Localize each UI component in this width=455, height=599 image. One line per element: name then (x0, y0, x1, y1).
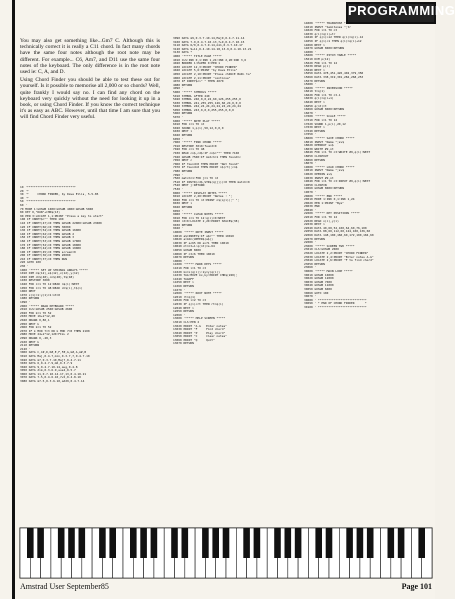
listing-line: 30050 GOSUB 6000 (304, 286, 332, 291)
listing-line: 6000 '***** NOTE PLAY ***** (173, 118, 220, 123)
listing-line: 190 IF INKEY(45)=0 THEN screen=0 (20, 249, 76, 254)
listing-line: 14000 '***** TRANSPOSE ***** (304, 21, 353, 25)
listing-line: 4080 RETURN (173, 82, 193, 87)
black-key (285, 528, 292, 558)
listing-line: 4010 CLS:INK 0,1:INK 1,24:INK 2,20:INK 3,6 (173, 57, 247, 62)
listing-line: 4040 LOCATE 5,6:PRINT "by Dave Ellis" (173, 68, 238, 73)
listing-line: 30010 GOSUB 10000 (304, 272, 334, 277)
listing-line: 13010 CLS:PEN 2 (173, 319, 200, 324)
listing-line: 9030 RETURN (173, 222, 193, 227)
listing-line: 8000 '***** DISPLAY NOTES ***** (173, 190, 227, 195)
listing-line: 13060 PRINT "Q Quit" (173, 337, 215, 342)
listing-line: 3090 DATA m9,0.3.7.10.14,Maj9,0.4.7.11.14 (173, 36, 245, 40)
listing-line: 20040 ' (304, 207, 317, 212)
listing-line: 2100 NEXT k (20, 339, 40, 344)
listing-line: 9010 FOR i=1 TO 12:q(i)=0:NEXT (173, 215, 226, 220)
black-key (130, 528, 137, 558)
listing-line: 9000 '***** CLEAR NOTES ***** (173, 212, 224, 217)
listing-line: 12040 NEXT i (173, 305, 194, 310)
listing-line: 17040 RETURN (304, 128, 325, 133)
listing-line: 16040 NEXT i (304, 100, 325, 105)
listing-line: 2090 DRAWR 0,-48,3 (20, 335, 52, 340)
listing-line: 7000 '***** FIND CHORD ***** (173, 140, 222, 145)
listing-line: 2050 NEXT k (20, 321, 40, 326)
listing-line: 8050 ' (173, 208, 184, 213)
black-key (398, 528, 405, 558)
listing-line: 30 '* CHORD FINDER, by Dave Ellis, 5-5-85 (20, 192, 99, 197)
listing-line: 20020 PEN 1:PRINT "Bye" (304, 200, 345, 205)
listing-line: 2020 FOR k=1 TO 52 (20, 310, 52, 315)
listing-line: 3020 DATA m7,0.3.7.10,Maj7,0.4.7.11 (20, 357, 81, 362)
listing-line: 23060 ' (304, 265, 317, 270)
listing-line: 3060 DATA 11,0.7.10.14.17,13,0.4.10.21 (20, 371, 87, 376)
listing-line: 2040 DRAWR 0,80,1 (20, 317, 50, 322)
listing-line: 1090 ' (20, 300, 31, 304)
listing-line: 16030 q(i)=q(i+1) (304, 96, 334, 101)
listing-line: 13020 PRINT "A-G Enter notes" (173, 323, 227, 328)
listing-line: 7520 NEXT j:RETURN (173, 183, 205, 188)
listing-line: 6020 SOUND 1,p(i),50,12,0,0,0 (173, 125, 224, 130)
listing-line: 8030 NEXT i (173, 201, 193, 206)
listing-line: 11070 ' (173, 287, 186, 292)
listing-line: 7090 ' (173, 172, 184, 177)
listing-line: 22000 '***** KEY POSITIONS ***** (304, 211, 360, 216)
listing-line: 10040 nt=nt+1:q(nt)=a-64 (173, 244, 215, 249)
black-key (295, 528, 302, 558)
listing-line: 16050 q(nt)=t (304, 103, 327, 108)
listing-line: 18010 INPUT "Name ";sv$ (304, 139, 345, 144)
listing-line: 3100 DATA 7-9,0.4.7.10.13,7+9,0.4.7.10.15 (173, 39, 245, 44)
listing-line: 5050 SYMBOL 243,0,0,0,255,255,0,0,0 (173, 107, 234, 112)
black-key (202, 528, 209, 558)
listing-line: 15060 DATA 338,319,301,284,268,253 (304, 74, 364, 79)
listing-line: 4090 ' (173, 86, 184, 91)
listing-line: 18040 FOR i=1 TO nt:WRITE #9,q(i):NEXT (304, 150, 371, 155)
listing-line: 19070 ' (304, 189, 317, 194)
listing-line: 18070 ' (304, 161, 317, 166)
listing-line: 7080 RETURN (173, 168, 193, 173)
listing-line: 2000 '***** DRAW KEYBOARD ***** (20, 303, 74, 308)
listing-line: 1000 '***** SET UP STRINGS ARRAYS ***** (20, 267, 88, 272)
listing-line: 16020 FOR i=1 TO nt-1 (304, 92, 341, 97)
black-key (418, 528, 425, 558)
listing-line: 12020 FOR i=2 TO nt (173, 298, 207, 303)
listing-line: 23000 '***** SCREEN TWO ***** (304, 243, 355, 248)
listing-line: 2110 RETURN (20, 343, 40, 348)
left-margin-rule (12, 0, 15, 599)
listing-line: 8040 RETURN (173, 204, 193, 209)
listing-line: 11010 FOR i=1 TO nt (173, 266, 207, 270)
listing-line: 14030 q(i)=q(i)+tr (304, 31, 336, 36)
listing-line: 17010 FOR i=1 TO 12 (304, 118, 338, 123)
listing-line: 9040 ' (173, 226, 184, 231)
listing-line: 1040 FOR i=1 TO 12:READ n$(i):NEXT (20, 282, 80, 287)
black-key (212, 528, 219, 558)
black-key (346, 528, 353, 558)
listing-line: 7040 GOSUB 7500:IF match=1 THEN found=c (173, 154, 241, 159)
listing-line: 150 IF INKEY(61)=0 THEN GOSUB 3 (20, 235, 74, 240)
listing-line: 220 GOTO 100 (20, 260, 41, 265)
listing-line: 11030 TAG:MOVE kx,ky:PRINT CHR$(240); (173, 273, 238, 278)
listing-line: 20000 '***** END ***** (304, 193, 343, 198)
listing-line: 6040 RETURN (173, 133, 193, 138)
listing-line: 2030 MOVE 16+k*12,40 (20, 314, 55, 319)
listing-line: 10080 ' (173, 258, 186, 263)
listing-line: 10 '**************************** (20, 185, 76, 189)
listing-line: 200 IF INKEY(36)=0 THEN 20000 (20, 253, 71, 258)
listing-line: 4060 LOCATE 2,11:PRINT "continue" (173, 75, 231, 80)
listing-line: 30070 ' (304, 294, 317, 299)
listing-line: 14040 IF q(i)>12 THEN q(i)=q(i)-12 (304, 35, 364, 40)
listing-line: 3010 DATA Maj,0.4.7,min,0.3.7,7,0.4.7.10 (20, 353, 90, 358)
listing-line: 18020 OPENOUT sv$ (304, 143, 334, 148)
listing-line: 1010 DIM n$(12),s$(12),x(12),y(12) (20, 271, 80, 276)
publication-footer: Amstrad User September85 (20, 582, 109, 591)
page-number: Page 101 (401, 582, 432, 591)
listing-line: 30040 GOSUB 11000 (304, 283, 334, 288)
listing-line: 12060 ' (173, 312, 186, 317)
listing-line: 1080 RETURN (20, 296, 40, 301)
black-key (357, 528, 364, 558)
listing-line: 1030 RESTORE 3000 (20, 278, 50, 283)
listing-line: 10030 IF a<65 OR a>71 THEN 10010 (173, 240, 229, 245)
listing-line: 6050 ' (173, 136, 184, 141)
listing-line: 50 '**************************** (20, 199, 76, 204)
listing-line: 80 KEY 0,"RUN"+CHR$(13) (20, 210, 61, 215)
listing-line: 140 IF INKEY(62)=0 THEN GOSUB 2 (20, 231, 74, 236)
listing-line: 210 IF INKEY(37)=0 THEN RUN (20, 256, 67, 261)
piano-keyboard-illustration (20, 528, 432, 578)
listing-line: 10020 a=ASC(UPPER$(a$)) (173, 237, 214, 242)
listing-line: 15010 DIM p(12) (304, 56, 331, 61)
listing-line: 10070 RETURN (173, 255, 194, 260)
listing-line: 7010 RESTORE 3010:found=0 (173, 143, 217, 148)
listing-line: 10000 '***** NOTE INPUT ***** (173, 230, 224, 235)
listing-line: 60 ' (20, 202, 27, 207)
listing-line: 23050 RETURN (304, 261, 325, 266)
listing-line: 7500 match=1:FOR j=1 TO nt (173, 176, 219, 181)
listing-line: 11020 kx=x(q(i)):ky=y(q(i)) (173, 269, 220, 274)
listing-line: 22050 DATA 88,60,112,60,124,100,136,60 (304, 229, 371, 234)
listing-line: 4030 LOCATE 12,3:PRINT "CHORD FINDER" (173, 64, 238, 69)
program-listing-col2 (173, 37, 301, 523)
listing-line: 10060 IF nt<6 THEN 10010 (173, 251, 215, 256)
listing-line: 17050 ' (304, 132, 317, 137)
listing-line: 30030 GOSUB 7000 (304, 279, 332, 284)
listing-line: 13050 PRINT "C Clear notes" (173, 334, 227, 339)
black-key (315, 528, 322, 558)
listing-line: 23030 LOCATE 2,4:PRINT "Enter notes A-G" (304, 254, 374, 259)
listing-line: 15050 DATA 478,451,426,402,379,358 (304, 71, 364, 76)
listing-line: 14080 ' (304, 49, 317, 54)
listing-line: 30060 GOTO 100 (304, 290, 329, 295)
listing-line: 16070 ' (304, 110, 317, 115)
listing-line: 15080 ' (304, 82, 317, 87)
listing-line: 13030 PRINT "F Find chord" (173, 327, 226, 332)
listing-line: 8020 FOR i=1 TO nt:PRINT n$(q(i));" "; (173, 197, 240, 202)
listing-line: 17020 SOUND 1,p(i),20,12 (304, 121, 346, 126)
listing-line: 16060 GOSUB 8000:RETURN (304, 107, 345, 112)
listing-line: 160 IF INKEY(53)=0 THEN GOSUB 17000 (20, 238, 81, 243)
listing-line: 7020 FOR c=1 TO 48 (173, 147, 205, 152)
listing-line: 14050 IF q(i)<1 THEN q(i)=q(i)+12 (304, 38, 362, 43)
black-key (68, 528, 75, 558)
black-key (182, 528, 189, 558)
listing-line: 17030 NEXT i (304, 125, 325, 130)
listing-line: 12000 '***** ROOT NOTE ***** (173, 291, 222, 296)
listing-line: 19060 GOSUB 8000:RETURN (304, 186, 345, 191)
black-key (171, 528, 178, 558)
black-key (79, 528, 86, 558)
listing-line: 120 IF INKEY(66)=0 THEN 30000 (20, 224, 71, 229)
listing-line: 3070 DATA 7-5,0.4.6.10,7+5,0.4.8.10 (20, 375, 81, 380)
program-listing-col3 (304, 22, 432, 522)
listing-line: 30090 ' * END OF CHORD FINDER * (304, 301, 367, 306)
listing-line: 3080 DATA m7-5,0.3.6.10,add9,0.4.7.14 (20, 379, 85, 384)
black-key (274, 528, 281, 558)
listing-line: 11060 RETURN (173, 283, 194, 288)
listing-line: 3110 DATA 6/9,0.4.7.9.14,m11,0.3.7.10.17 (173, 43, 243, 48)
listing-line: 22080 ' (304, 240, 317, 245)
black-key (223, 528, 230, 558)
listing-line: 5040 SYMBOL 242,24,24,24,24,24,24,24,24 (173, 104, 241, 109)
listing-line: 18050 CLOSEOUT (304, 153, 329, 158)
listing-line: 2060 FOR k=1 TO 52 (20, 325, 52, 330)
listing-line: 23040 LOCATE 2,6:PRINT "F to find chord" (304, 258, 374, 263)
listing-line: 12030 IF q(i)<rt THEN rt=q(i) (173, 301, 224, 306)
listing-line: 7510 IF INSTR(cd$,STR$(q(j)))=0 THEN match=0 (173, 179, 250, 184)
listing-line: 14070 GOSUB 8000:RETURN (304, 46, 345, 51)
listing-line: 4000 '***** TITLE PAGE ***** (173, 53, 222, 58)
listing-line: 15040 NEXT i (304, 67, 325, 72)
listing-line: 5070 ' (173, 115, 184, 120)
listing-line: 19020 OPENIN sv$ (304, 171, 332, 176)
listing-line: 23020 LOCATE 2,2:PRINT "CHORD FINDER" (304, 251, 369, 255)
listing-line: 2120 ' (20, 346, 31, 351)
black-key (367, 528, 374, 558)
listing-line: 12050 RETURN (173, 309, 194, 314)
listing-line: 17000 '***** SCALE ***** (304, 114, 346, 119)
listing-line: 15000 '***** PITCH TABLE ***** (304, 53, 357, 58)
black-key (243, 528, 250, 558)
listing-line: 19040 FOR i=1 TO nt:INPUT #9,q(i):NEXT (304, 179, 371, 184)
listing-line: 19010 INPUT "Name ";sv$ (304, 168, 345, 173)
listing-line: 2070 IF k MOD 7=3 OR k MOD 7=0 THEN 2100 (20, 328, 90, 333)
listing-line: 1050 FOR i=1 TO 48:READ ch$(i),t$(i) (20, 285, 83, 290)
program-listing-col1 (20, 186, 160, 566)
listing-line: 13000 '***** HELP SCREEN ***** (173, 316, 226, 321)
black-key (140, 528, 147, 558)
listing-line: 7070 IF found>0 THEN PRINT n$(rt);cn$ (173, 165, 238, 170)
article-paragraph: Using Chord Finder you should be able to test these out for yourself. Is it possible to memorise all 2,000 or so chords? Well, quite frankly I would say no. I can find any chord on the keyboard very quickly without the need for looking it up in a book, or using Chord Finder. If you know the correct technique it's as easy as ABC. However, until that time I am sure that you will find Chord Finder very useful. (20, 77, 160, 121)
listing-line: 180 IF INKEY(44)=0 THEN GOSUB 19000 (20, 246, 81, 251)
listing-line: 20010 MODE 1:INK 0,1:INK 1,24 (304, 197, 355, 202)
listing-line: 22040 DATA 40,60,52,100,64,60,76,100 (304, 225, 367, 230)
listing-line: 14020 FOR i=1 TO nt (304, 28, 338, 33)
listing-line: 90 PEN 3:LOCATE 1,1:PRINT "Press a key to start" (20, 213, 104, 218)
listing-line: 11000 '***** MARK KEYS ***** (173, 262, 222, 267)
listing-line: 22060 DATA 148,100,160,60,172,100,184,60 (304, 233, 374, 238)
listing-line: 22010 FOR i=1 TO 12 (304, 215, 338, 220)
listing-line: 14010 INPUT "Semitones ";tr (304, 24, 351, 29)
black-key (388, 528, 395, 558)
listing-line: 7060 IF found=0 THEN PRINT "Not found" (173, 161, 240, 166)
listing-line: 11050 NEXT i (173, 280, 194, 285)
listing-line: 40 '* (20, 195, 29, 200)
black-key (37, 528, 44, 558)
listing-line: 19000 '***** LOAD CHORD ***** (304, 164, 355, 169)
article-paragraph: You may also get something like...Gm7 C. Although this is technically correct it is really a C11 chord. In fact many chords have the same four notes although the root note may be different. For example... C6, Am7, and D11 use the same four notes of the keyboard. The only difference is in the root note used ie: C, A, and D. (20, 38, 160, 76)
listing-line: 20030 END (304, 204, 320, 209)
article-text (20, 38, 160, 123)
listing-line: 14060 NEXT i (304, 42, 325, 47)
listing-line: 130 IF INKEY(54)=0 THEN GOSUB 16000 (20, 228, 81, 233)
listing-line: 4050 LOCATE 2,10:PRINT "Press <SPACE BAR> to" (173, 71, 252, 76)
listing-line: 3030 DATA 6,0.4.7.9,m6,0.3.7.9 (20, 361, 73, 366)
listing-line: 30000 '***** MAIN LOOP ***** (304, 268, 353, 273)
listing-line: 12010 rt=q(1) (173, 294, 196, 299)
listing-line: 5000 '***** SYMBOLS ***** (173, 89, 217, 94)
listing-line: 30080 ' **************************** (304, 297, 367, 302)
listing-line: 15030 READ p(i) (304, 64, 331, 69)
listing-line: 6010 FOR i=1 TO nt (173, 122, 205, 127)
listing-line: 7030 READ cn$,cd$:IF cn$="*" THEN 7100 (173, 151, 240, 155)
listing-line: 1070 x(1)=1:y(1)=1:nt=0 (20, 292, 61, 297)
listing-line: 1020 DIM ch$(48),cn$(48),t$(48) (20, 274, 74, 279)
listing-line: 110 IF INKEY(47)=0 THEN GOSUB 22000:GOSUB 23000 (20, 220, 102, 225)
listing-line: 70 MODE 1:GOSUB 1000:GOSUB 4000:GOSUB 5000 (20, 206, 94, 211)
section-title: PROGRAMMING (348, 3, 455, 18)
listing-line: 22020 READ x(i),y(i) (304, 218, 339, 223)
listing-line: 15070 RETURN (304, 78, 325, 83)
listing-line: 3050 DATA dim,0.3.6.9,sus4,0.5.7 (20, 368, 76, 373)
black-key (99, 528, 106, 558)
listing-line: 10010 a$=INKEY$:IF a$="" THEN 10010 (173, 233, 234, 238)
listing-line: 18030 WRITE #9,nt (304, 146, 334, 151)
listing-line: 5010 SYMBOL AFTER 240 (173, 93, 210, 98)
listing-line: 18060 RETURN (304, 157, 325, 162)
listing-line: 10050 GOSUB 8000 (173, 248, 201, 253)
listing-line: 9020 nt=0:LOCATE 2,20:PRINT SPACE$(38) (173, 219, 240, 224)
listing-line: 18000 '***** SAVE CHORD ***** (304, 136, 355, 140)
listing-line: 22070 RETURN (304, 236, 325, 241)
listing-line: 170 IF INKEY(52)=0 THEN GOSUB 18000 (20, 242, 81, 247)
listing-line: 13040 PRINT "P Play chord" (173, 330, 226, 335)
listing-line: 7530 ' (173, 186, 184, 191)
listing-line: 4070 IF INKEY$<>" " THEN 4070 (173, 79, 224, 84)
listing-line: 22030 NEXT i (304, 222, 325, 227)
black-key (254, 528, 261, 558)
listing-line: 230 ' (20, 264, 29, 269)
listing-line: 100 IF INKEY$="" THEN 100 (20, 217, 64, 222)
listing-line: 6030 NEXT i (173, 129, 193, 134)
listing-line: 23010 CLS:GOSUB 2000 (304, 247, 339, 252)
listing-line: 3120 DATA 9+11,0.4.10.14.18,13-9,0.4.10.13.21 (173, 46, 252, 51)
listing-line: 30100 ' **************************** (304, 304, 367, 309)
listing-line: 15020 FOR i=1 TO 12 (304, 60, 338, 65)
listing-line: 3130 DATA * (173, 50, 193, 55)
black-key (326, 528, 333, 558)
listing-line: 2010 CLS:GOSUB 2500:GOSUB 2600 (20, 307, 73, 312)
listing-line: 1060 NEXT (20, 289, 36, 294)
listing-line: 5060 RETURN (173, 111, 193, 116)
listing-line: 11040 TAGOFF (173, 276, 194, 281)
listing-line: 8010 LOCATE 2,20:PRINT "Notes : "; (173, 194, 233, 199)
listing-line: 19030 INPUT #9,nt (304, 175, 334, 180)
black-key (27, 528, 34, 558)
listing-line: 3000 DATA C,C#,D,D#,E,F,F#,G,G#,A,A#,B (20, 350, 87, 355)
black-key (58, 528, 65, 558)
black-key (109, 528, 116, 558)
listing-line: 5020 SYMBOL 240,0,0,24,60,126,255,255,0 (173, 97, 241, 102)
listing-line: 2080 MOVE 24+k*12,120:FILL 2 (20, 332, 69, 337)
listing-line: 16010 t=q(1) (304, 89, 325, 94)
listing-line: 20 '* (20, 188, 29, 193)
listing-line: 5030 SYMBOL 241,255,255,126,60,24,0,0,0 (173, 100, 241, 105)
listing-line: 3040 DATA 9,0.4.7.10.14,aug,0.4.8 (20, 364, 78, 369)
black-key (151, 528, 158, 558)
listing-line: 4020 BORDER 1:PAPER 0:PEN 1 (173, 61, 220, 66)
listing-line: 16000 '***** INVERSION ***** (304, 85, 353, 90)
listing-line: 13070 RETURN (173, 341, 194, 346)
listing-line: 19050 CLOSEIN (304, 182, 327, 187)
listing-line: 30020 GOSUB 12000 (304, 276, 334, 281)
listing-line: 7050 NEXT c (173, 158, 193, 163)
